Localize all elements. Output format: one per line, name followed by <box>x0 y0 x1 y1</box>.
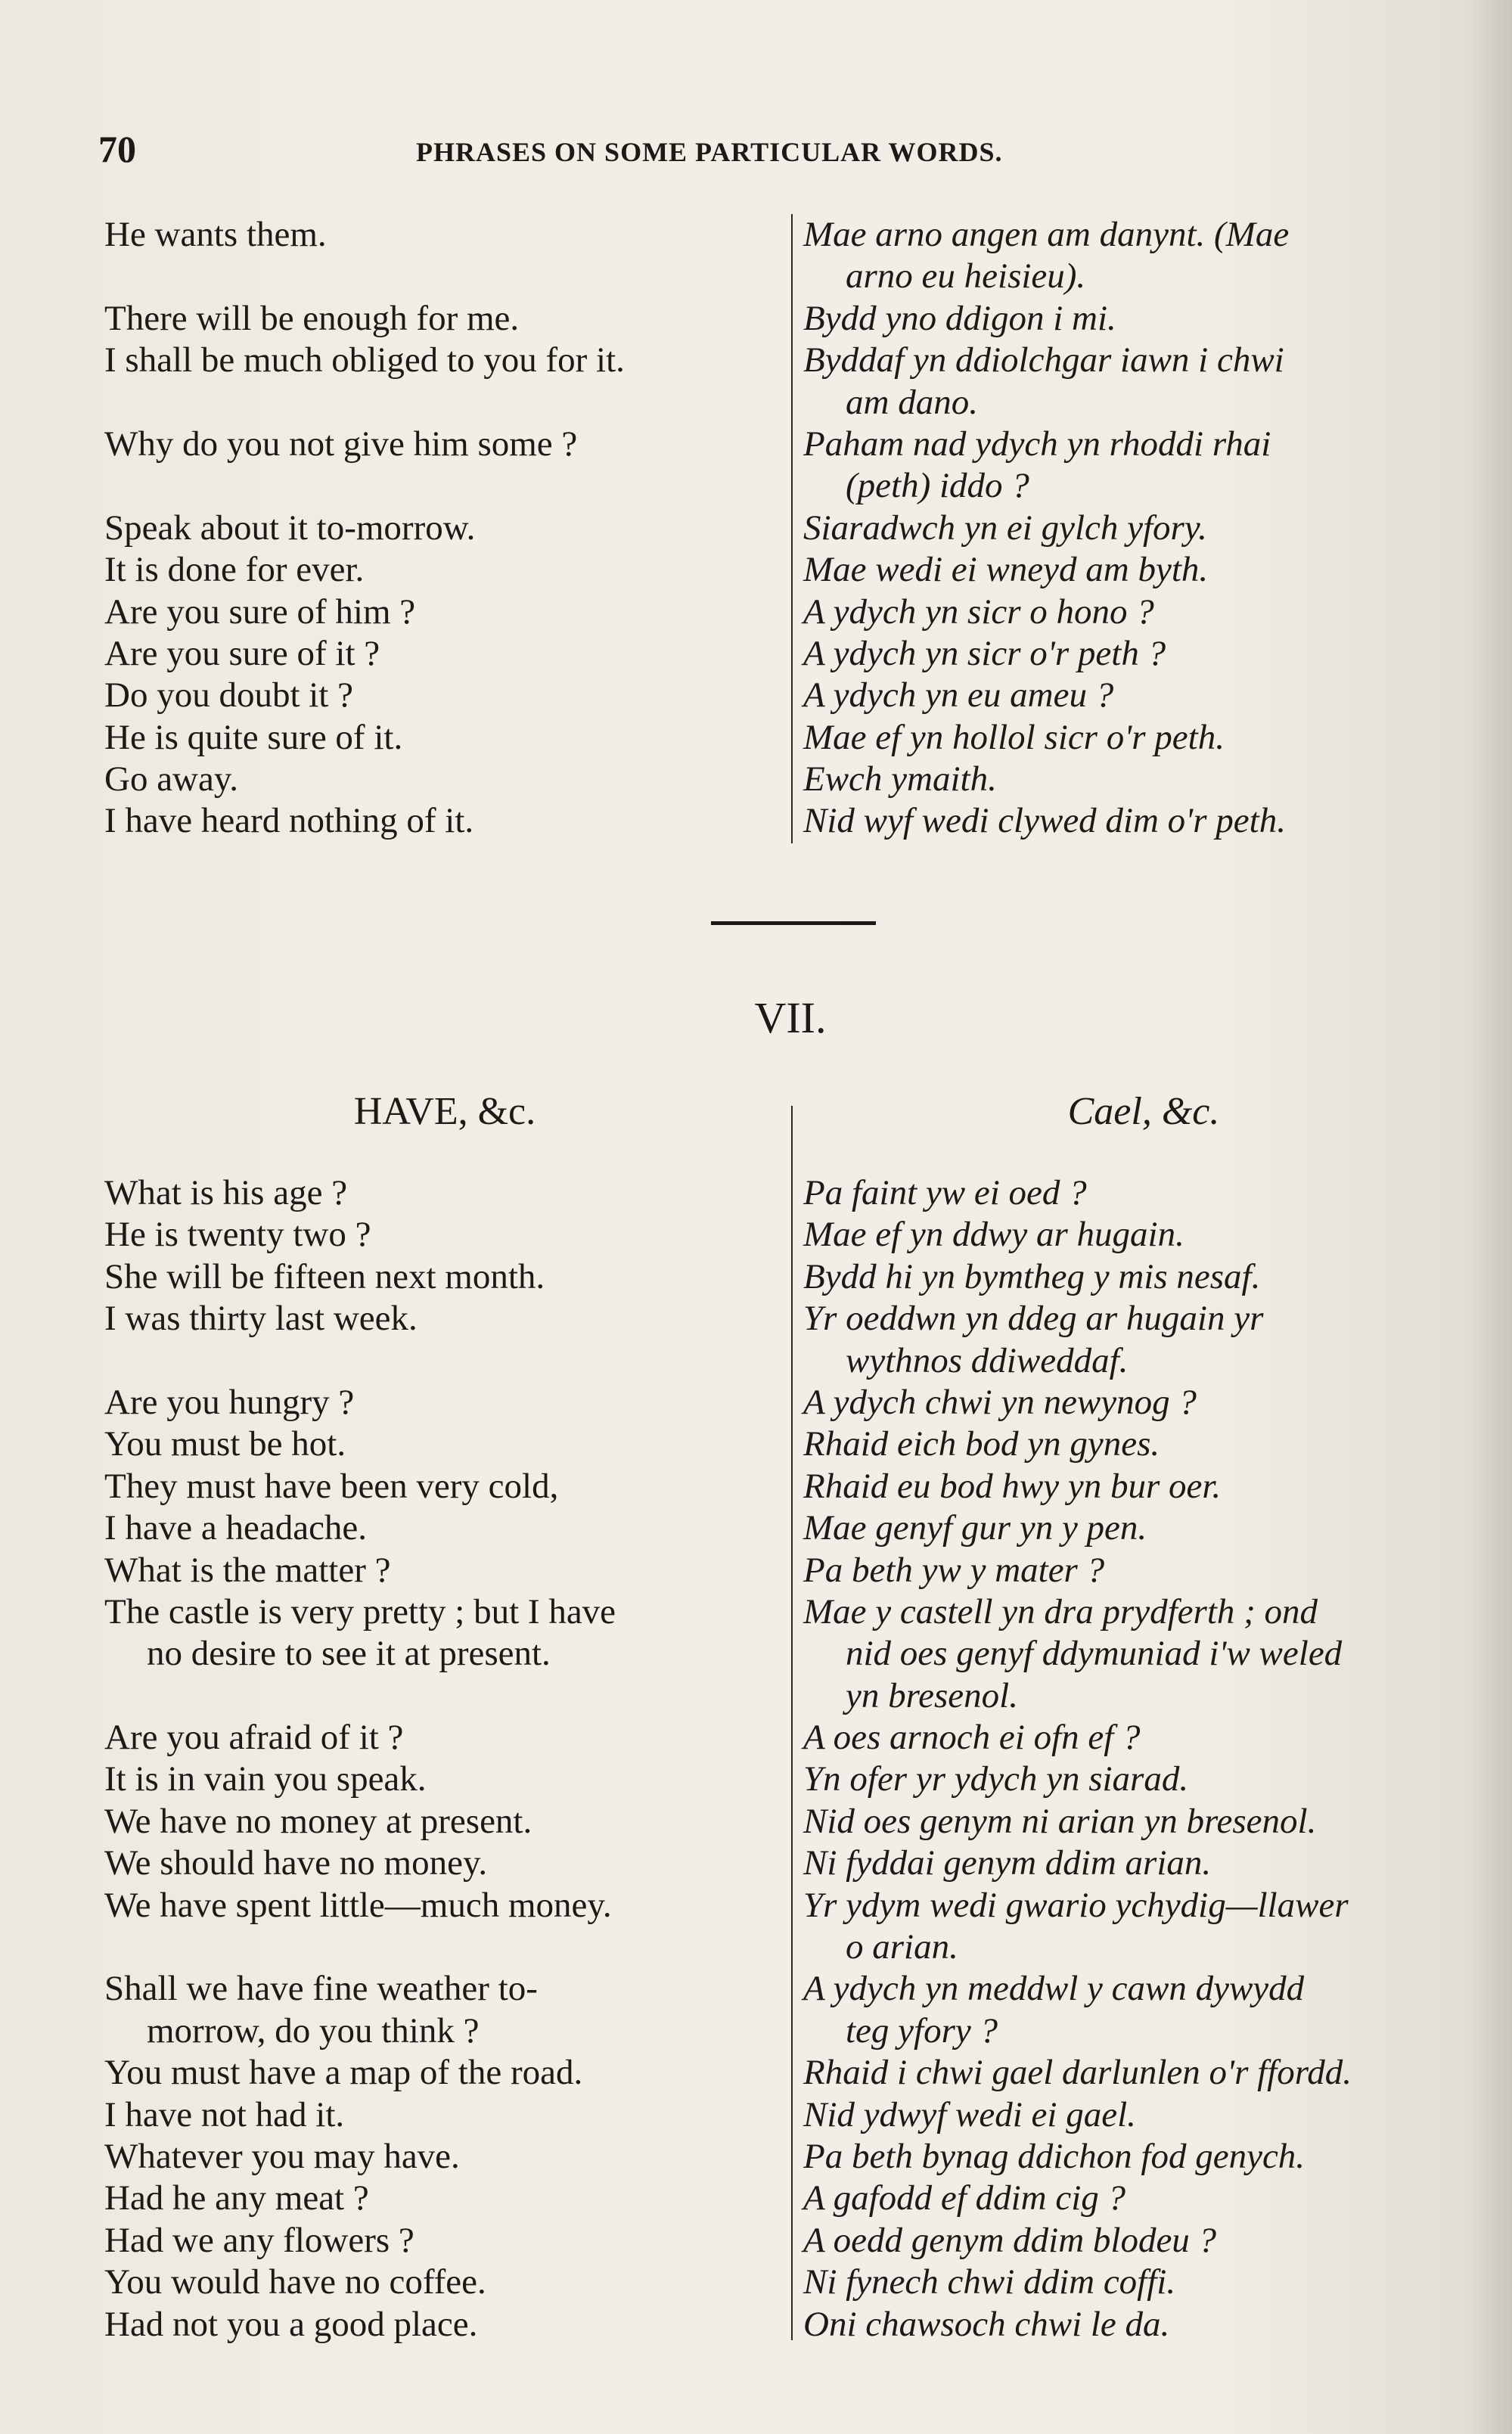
phrase-line: I have heard nothing of it. <box>104 801 474 841</box>
phrase-line: Are you hungry ? <box>104 1382 355 1422</box>
translation-line: A gafodd ef ddim cig ? <box>803 2178 1126 2218</box>
phrase-line: It is in vain you speak. <box>104 1759 427 1799</box>
phrase-line: They must have been very cold, <box>104 1466 559 1506</box>
translation-line: Bydd yno ddigon i mi. <box>803 298 1116 338</box>
running-title: PHRASES ON SOME PARTICULAR WORDS. <box>416 137 1003 167</box>
translation-line: o arian. <box>846 1927 958 1967</box>
translation-line: A oes arnoch ei ofn ef ? <box>803 1718 1141 1758</box>
translation-line: Mae genyf gur yn y pen. <box>803 1508 1147 1548</box>
phrase-line: Why do you not give him some ? <box>104 424 578 464</box>
phrase-line: Shall we have fine weather to- <box>104 1969 538 2009</box>
phrase-line: He is twenty two ? <box>104 1215 371 1255</box>
phrase-line: The castle is very pretty ; but I have <box>104 1591 616 1631</box>
translation-line: Yn ofer yr ydych yn siarad. <box>803 1759 1189 1799</box>
translation-line: am dano. <box>846 382 978 422</box>
translation-line: Ni fynech chwi ddim coffi. <box>803 2262 1176 2302</box>
translation-line: wythnos ddiweddaf. <box>846 1340 1129 1380</box>
translation-line: A ydych yn sicr o'r peth ? <box>803 633 1166 673</box>
section-rule <box>711 921 876 925</box>
section-heading-english: HAVE, &c. <box>353 1090 536 1133</box>
translation-line: Nid wyf wedi clywed dim o'r peth. <box>803 801 1286 841</box>
phrase-line: You must be hot. <box>104 1424 346 1464</box>
translation-line: Pa faint yw ei oed ? <box>803 1173 1087 1212</box>
phrase-line: Do you doubt it ? <box>104 675 353 716</box>
phrase-line: Had we any flowers ? <box>104 2220 414 2260</box>
phrase-line: no desire to see it at present. <box>147 1634 551 1674</box>
phrase-line: What is the matter ? <box>104 1550 391 1590</box>
translation-line: A ydych chwi yn newynog ? <box>803 1382 1197 1422</box>
translation-line: Nid ydwyf wedi ei gael. <box>803 2094 1136 2134</box>
translation-line: Pa beth yw y mater ? <box>803 1550 1105 1590</box>
phrase-line: I was thirty last week. <box>104 1299 418 1339</box>
phrase-line: I have not had it. <box>104 2094 345 2134</box>
phrase-line: It is done for ever. <box>104 550 365 590</box>
translation-line: Mae wedi ei wneyd am byth. <box>803 550 1209 590</box>
phrase-line: Whatever you may have. <box>104 2136 460 2176</box>
column-divider <box>791 1106 793 2340</box>
translation-line: Rhaid eich bod yn gynes. <box>803 1424 1160 1464</box>
translation-line: A oedd genym ddim blodeu ? <box>803 2220 1217 2260</box>
phrase-line: There will be enough for me. <box>104 298 520 338</box>
translation-line: A ydych yn meddwl y cawn dywydd <box>803 1969 1305 2009</box>
phrase-line: Speak about it to-morrow. <box>104 508 476 548</box>
translation-line: Nid oes genym ni arian yn bresenol. <box>803 1801 1317 1841</box>
top-english-column <box>104 214 785 843</box>
phrase-line: We have no money at present. <box>104 1801 532 1841</box>
bottom-welsh-column <box>803 1172 1484 2346</box>
translation-line: Ni fyddai genym ddim arian. <box>803 1843 1212 1883</box>
phrase-line: I have a headache. <box>104 1508 368 1548</box>
translation-line: Mae y castell yn dra prydferth ; ond <box>803 1591 1318 1631</box>
translation-line: A ydych yn eu ameu ? <box>803 675 1114 716</box>
phrase-line: Had not you a good place. <box>104 2304 478 2344</box>
translation-line: A ydych yn sicr o hono ? <box>803 591 1154 632</box>
page-number: 70 <box>98 128 136 170</box>
phrase-line: Are you sure of him ? <box>104 591 416 632</box>
phrase-line: We have spent little—much money. <box>104 1885 612 1925</box>
translation-line: Byddaf yn ddiolchgar iawn i chwi <box>803 340 1284 380</box>
section-number: VII. <box>754 993 827 1042</box>
translation-line: arno eu heisieu). <box>846 256 1086 296</box>
translation-line: Pa beth bynag ddichon fod genych. <box>803 2136 1306 2176</box>
translation-line: nid oes genyf ddymuniad i'w weled <box>846 1634 1343 1674</box>
phrase-line: He wants them. <box>104 215 327 254</box>
phrase-line: Are you afraid of it ? <box>104 1718 404 1758</box>
phrase-line: Go away. <box>104 759 239 799</box>
phrase-line: I shall be much obliged to you for it. <box>104 340 625 380</box>
translation-line: yn bresenol. <box>846 1675 1018 1715</box>
translation-line: Yr ydym wedi gwario ychydig—llawer <box>803 1885 1349 1925</box>
phrase-line: What is his age ? <box>104 1173 348 1212</box>
translation-line: Mae ef yn ddwy ar hugain. <box>803 1215 1184 1255</box>
phrase-line: You must have a map of the road. <box>104 2053 583 2093</box>
phrase-line: Are you sure of it ? <box>104 633 380 673</box>
bottom-english-column <box>104 1172 785 2346</box>
translation-line: Oni chawsoch chwi le da. <box>803 2304 1170 2344</box>
translation-line: Mae ef yn hollol sicr o'r peth. <box>803 717 1225 757</box>
translation-line: (peth) iddo ? <box>846 466 1029 506</box>
translation-line: Yr oeddwn yn ddeg ar hugain yr <box>803 1299 1264 1339</box>
translation-line: Siaradwch yn ei gylch yfory. <box>803 508 1207 548</box>
section-heading-welsh: Cael, &c. <box>1067 1090 1220 1133</box>
translation-line: Mae arno angen am danynt. (Mae <box>803 215 1290 254</box>
column-divider <box>791 214 793 843</box>
translation-line: Rhaid eu bod hwy yn bur oer. <box>803 1466 1222 1506</box>
phrase-line: He is quite sure of it. <box>104 717 403 757</box>
top-welsh-column <box>803 214 1484 843</box>
translation-line: Paham nad ydych yn rhoddi rhai <box>803 424 1271 464</box>
phrase-line: We should have no money. <box>104 1843 488 1883</box>
phrase-line: She will be fifteen next month. <box>104 1256 545 1296</box>
phrase-line: You would have no coffee. <box>104 2262 486 2302</box>
translation-line: Bydd hi yn bymtheg y mis nesaf. <box>803 1256 1261 1296</box>
page-header <box>98 127 1142 172</box>
translation-line: Ewch ymaith. <box>803 759 997 799</box>
phrase-line: Had he any meat ? <box>104 2178 369 2218</box>
translation-line: teg yfory ? <box>846 2010 998 2051</box>
translation-line: Rhaid i chwi gael darlunlen o'r ffordd. <box>803 2053 1352 2093</box>
phrase-line: morrow, do you think ? <box>147 2010 480 2051</box>
